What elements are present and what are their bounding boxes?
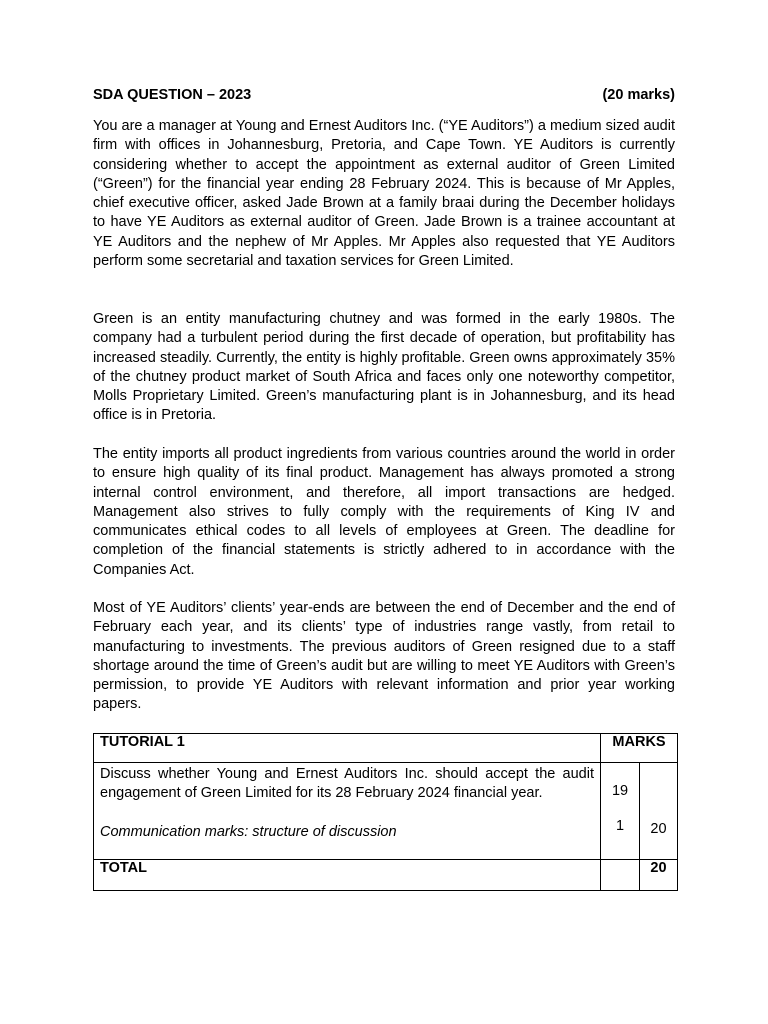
paragraph-controls: The entity imports all product ingredients from various countries around the world in order to ensure high quality of its final product. Management has always promoted a strong internal control environment, and therefore, all import transactions are hedged. Management also strives to fully comply with the requirements of King IV and communicates ethical codes to all levels of employees at Green. The deadline for completion of the financial statements is strictly adhered to in accordance with the Companies Act. bbox=[93, 446, 675, 578]
subtotal-cell bbox=[640, 763, 678, 860]
task-marks: 19 bbox=[611, 783, 629, 799]
total-empty-cell bbox=[601, 860, 640, 891]
mark-allocation-cell bbox=[601, 763, 640, 860]
task-text: Discuss whether Young and Ernest Auditors Inc. should accept the audit engagement of Green Limited for its 28 February 2024 financial year. bbox=[100, 766, 595, 802]
subtotal-marks: 20 bbox=[650, 821, 667, 837]
marks-table bbox=[93, 733, 678, 891]
table-header-row bbox=[94, 734, 678, 763]
paragraph-engagement: You are a manager at Young and Ernest Auditors Inc. (“YE Auditors”) a medium sized audit firm with offices in Johannesburg, Pretoria, and Cape Town. YE Auditors is currently considering whether to accept the appointment as external auditor of Green Limited (“Green”) for the financial year ending 28 February 2024. This is because of Mr Apples, chief executive officer, asked Jade Brown at a family braai during the December holidays to have YE Auditors as external auditor of Green. Jade Brown is a trainee accountant at YE Auditors and the nephew of Mr Apples. Mr Apples also requested that YE Auditors perform some secretarial and taxation services for Green Limited. bbox=[93, 118, 675, 270]
table-row bbox=[94, 763, 678, 860]
paragraph-company-background: Green is an entity manufacturing chutney and was formed in the early 1980s. The company had a turbulent period during the first decade of operation, but profitability has increased steadily. Currently, the entity is highly profitable. Green owns approximately 35% of the chutney product market of South Africa and faces only one noteworthy competitor, Molls Proprietary Limited. Green’s manufacturing plant is in Johannesburg, and its head office is in Pretoria. bbox=[93, 311, 675, 424]
communication-marks: 1 bbox=[615, 818, 625, 834]
paragraph-previous-auditors: Most of YE Auditors’ clients’ year-ends are between the end of December and the end of February each year, and its clients’ type of industries range vastly, from retail to manufacturing to investments. The previous auditors of Green resigned due to a staff shortage around the time of Green’s audit but are willing to meet YE Auditors with Green’s permission, to provide YE Auditors with relevant information and prior year working papers. bbox=[93, 600, 675, 713]
total-value: 20 bbox=[640, 860, 678, 891]
marks-header: MARKS bbox=[601, 734, 678, 763]
task-cell bbox=[94, 763, 601, 860]
communication-marks-text: Communication marks: structure of discussion bbox=[100, 823, 397, 840]
total-label: TOTAL bbox=[94, 860, 601, 891]
question-heading bbox=[93, 87, 675, 103]
question-title: SDA QUESTION – 2023 bbox=[93, 87, 252, 103]
tutorial-label: TUTORIAL 1 bbox=[94, 734, 601, 763]
question-marks: (20 marks) bbox=[602, 87, 675, 103]
total-row bbox=[94, 860, 678, 891]
